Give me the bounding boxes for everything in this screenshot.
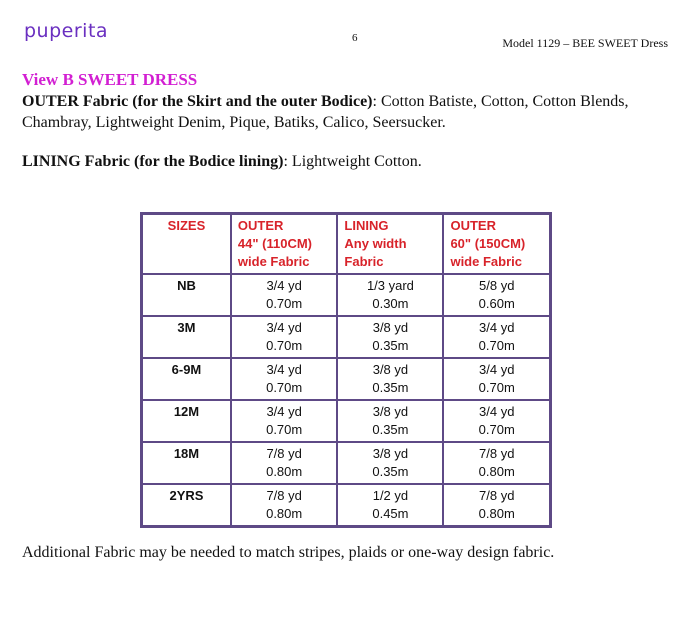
outer-fabric-paragraph — [22, 91, 662, 133]
yardage-value: 7/8 yd — [479, 446, 515, 461]
outer60-cell — [443, 400, 550, 442]
table-row — [142, 442, 551, 484]
fabric-requirements-table — [140, 212, 552, 528]
outer-fabric-text: : Cotton Batiste, Cotton, Cotton Blends, Chambray, Lightweight Denim, Pique, Batiks, Calico, Seersucker. — [22, 93, 629, 131]
meter-value: 0.80m — [266, 464, 303, 479]
header-line: 60" (150CM) — [450, 236, 526, 251]
lining-cell — [337, 274, 443, 316]
lining-fabric-text: : Lightweight Cotton. — [283, 153, 422, 170]
yardage-value: 3/4 yd — [479, 404, 515, 419]
table-row — [142, 316, 551, 358]
size-cell: 2YRS — [142, 484, 231, 527]
meter-value: 0.70m — [266, 422, 303, 437]
meter-value: 0.70m — [266, 296, 303, 311]
yardage-value: 7/8 yd — [266, 488, 302, 503]
meter-value: 0.80m — [266, 506, 303, 521]
yardage-value: 3/4 yd — [266, 320, 302, 335]
outer60-cell — [443, 316, 550, 358]
table-row — [142, 400, 551, 442]
outer44-cell — [231, 484, 337, 527]
lining-cell — [337, 400, 443, 442]
outer-fabric-label: OUTER Fabric (for the Skirt and the outer Bodice) — [22, 93, 373, 110]
size-cell: 3M — [142, 316, 231, 358]
outer60-cell — [443, 484, 550, 527]
header-line: SIZES — [167, 218, 206, 233]
size-cell: NB — [142, 274, 231, 316]
meter-value: 0.45m — [372, 506, 409, 521]
yardage-value: 7/8 yd — [266, 446, 302, 461]
yardage-value: 7/8 yd — [479, 488, 515, 503]
yardage-value: 5/8 yd — [479, 278, 515, 293]
header-line: LINING — [344, 218, 389, 233]
yardage-value: 3/8 yd — [372, 320, 409, 335]
meter-value: 0.80m — [478, 464, 515, 479]
yardage-value: 3/4 yd — [266, 362, 302, 377]
outer44-cell — [231, 442, 337, 484]
yardage-value: 3/4 yd — [479, 320, 515, 335]
meter-value: 0.35m — [372, 464, 409, 479]
meter-value: 0.70m — [266, 380, 303, 395]
header-sizes — [142, 214, 231, 275]
yardage-value: 3/4 yd — [479, 362, 515, 377]
outer60-cell — [443, 274, 550, 316]
yardage-value: 1/2 yd — [372, 488, 409, 503]
header-line: 44" (110CM) — [237, 236, 313, 251]
size-cell: 12M — [142, 400, 231, 442]
yardage-value: 3/8 yd — [372, 446, 409, 461]
size-cell: 18M — [142, 442, 231, 484]
outer60-cell — [443, 442, 550, 484]
footer-note: Additional Fabric may be needed to match stripes, plaids or one-way design fabric. — [22, 544, 555, 561]
header-line: OUTER — [237, 218, 284, 233]
meter-value: 0.70m — [478, 380, 515, 395]
meter-value: 0.80m — [478, 506, 515, 521]
model-title: Model 1129 – BEE SWEET Dress — [502, 36, 668, 50]
meter-value: 0.70m — [478, 338, 515, 353]
lining-cell — [337, 484, 443, 527]
lining-cell — [337, 316, 443, 358]
lining-fabric-paragraph — [22, 151, 662, 172]
lining-cell — [337, 358, 443, 400]
header-line: Any width — [344, 236, 407, 251]
yardage-value: 1/3 yard — [366, 278, 414, 293]
view-title: View B SWEET DRESS — [22, 70, 198, 89]
table-row — [142, 484, 551, 527]
lining-fabric-label: LINING Fabric (for the Bodice lining) — [22, 153, 284, 170]
yardage-value: 3/4 yd — [266, 404, 302, 419]
brand-logo: puperita — [24, 20, 109, 42]
meter-value: 0.35m — [372, 380, 409, 395]
header-line: wide Fabric — [237, 254, 310, 269]
table-header-row — [142, 214, 551, 275]
meter-value: 0.70m — [478, 422, 515, 437]
yardage-value: 3/8 yd — [372, 362, 409, 377]
outer44-cell — [231, 358, 337, 400]
meter-value: 0.70m — [266, 338, 303, 353]
outer44-cell — [231, 400, 337, 442]
meter-value: 0.30m — [372, 296, 409, 311]
header-line: OUTER — [450, 218, 496, 233]
yardage-value: 3/8 yd — [372, 404, 409, 419]
meter-value: 0.35m — [372, 338, 409, 353]
lining-cell — [337, 442, 443, 484]
header-line: wide Fabric — [450, 254, 522, 269]
header-lining — [337, 214, 443, 275]
outer44-cell — [231, 316, 337, 358]
size-cell: 6-9M — [142, 358, 231, 400]
table-row — [142, 358, 551, 400]
yardage-value: 3/4 yd — [266, 278, 302, 293]
outer44-cell — [231, 274, 337, 316]
page-number: 6 — [352, 32, 358, 44]
meter-value: 0.35m — [372, 422, 409, 437]
header-outer-44 — [231, 214, 337, 275]
header-line: Fabric — [344, 254, 384, 269]
meter-value: 0.60m — [478, 296, 515, 311]
table-row — [142, 274, 551, 316]
header-outer-60 — [443, 214, 550, 275]
outer60-cell — [443, 358, 550, 400]
